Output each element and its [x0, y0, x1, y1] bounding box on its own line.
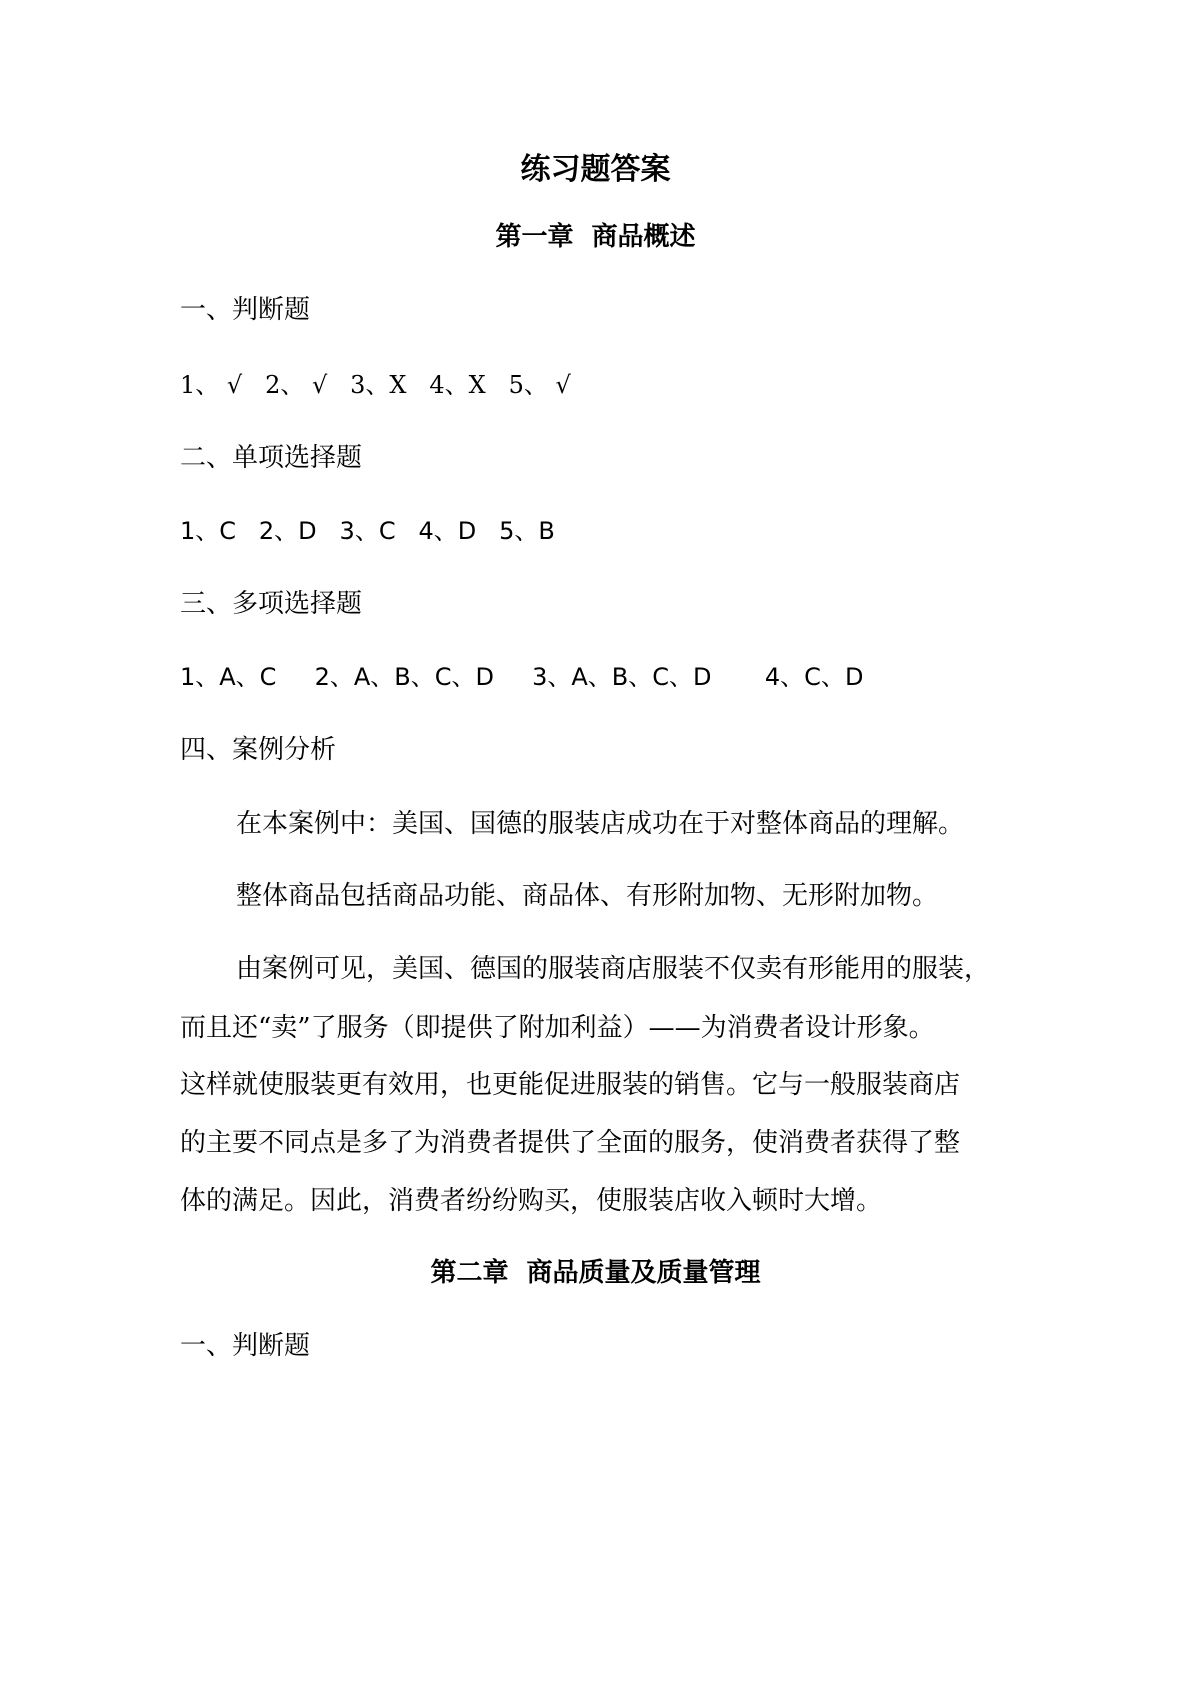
document-title: 练习题答案 — [520, 152, 671, 187]
chapter-2-judgment-heading: 一、判断题 — [180, 1331, 311, 1361]
chapter-1-case-analysis-heading: 四、案例分析 — [180, 735, 337, 765]
case-analysis-paragraph-3-line-4: 的主要不同点是多了为消费者提供了全面的服务，使消费者获得了整 — [180, 1128, 961, 1158]
chapter-1-judgment-answers: 1、 √ 2、 √ 3、X 4、X 5、 √ — [180, 371, 571, 399]
case-analysis-paragraph-3-line-5: 体的满足。因此，消费者纷纷购买，使服装店收入顿时大增。 — [180, 1186, 883, 1216]
chapter-1-single-choice-heading: 二、单项选择题 — [180, 443, 363, 473]
case-analysis-paragraph-1: 在本案例中：美国、国德的服装店成功在于对整体商品的理解。 — [236, 809, 965, 839]
chapter-1-judgment-heading: 一、判断题 — [180, 295, 311, 325]
chapter-1-title: 第一章 商品概述 — [495, 222, 696, 252]
chapter-1-multi-choice-heading: 三、多项选择题 — [180, 589, 363, 619]
case-analysis-paragraph-3-line-1: 由案例可见，美国、德国的服装商店服装不仅卖有形能用的服装， — [236, 954, 991, 984]
chapter-1-single-choice-answers: 1、C 2、D 3、C 4、D 5、B — [180, 517, 555, 545]
case-analysis-paragraph-3-line-2: 而且还“卖”了服务（即提供了附加利益）——为消费者设计形象。 — [180, 1013, 935, 1043]
chapter-1-multi-choice-answers: 1、A、C 2、A、B、C、D 3、A、B、C、D 4、C、D — [180, 663, 864, 691]
case-analysis-paragraph-2: 整体商品包括商品功能、商品体、有形附加物、无形附加物。 — [236, 881, 939, 911]
chapter-2-title: 第二章 商品质量及质量管理 — [430, 1258, 761, 1288]
case-analysis-paragraph-3-line-3: 这样就使服装更有效用，也更能促进服装的销售。它与一般服装商店 — [180, 1070, 961, 1100]
